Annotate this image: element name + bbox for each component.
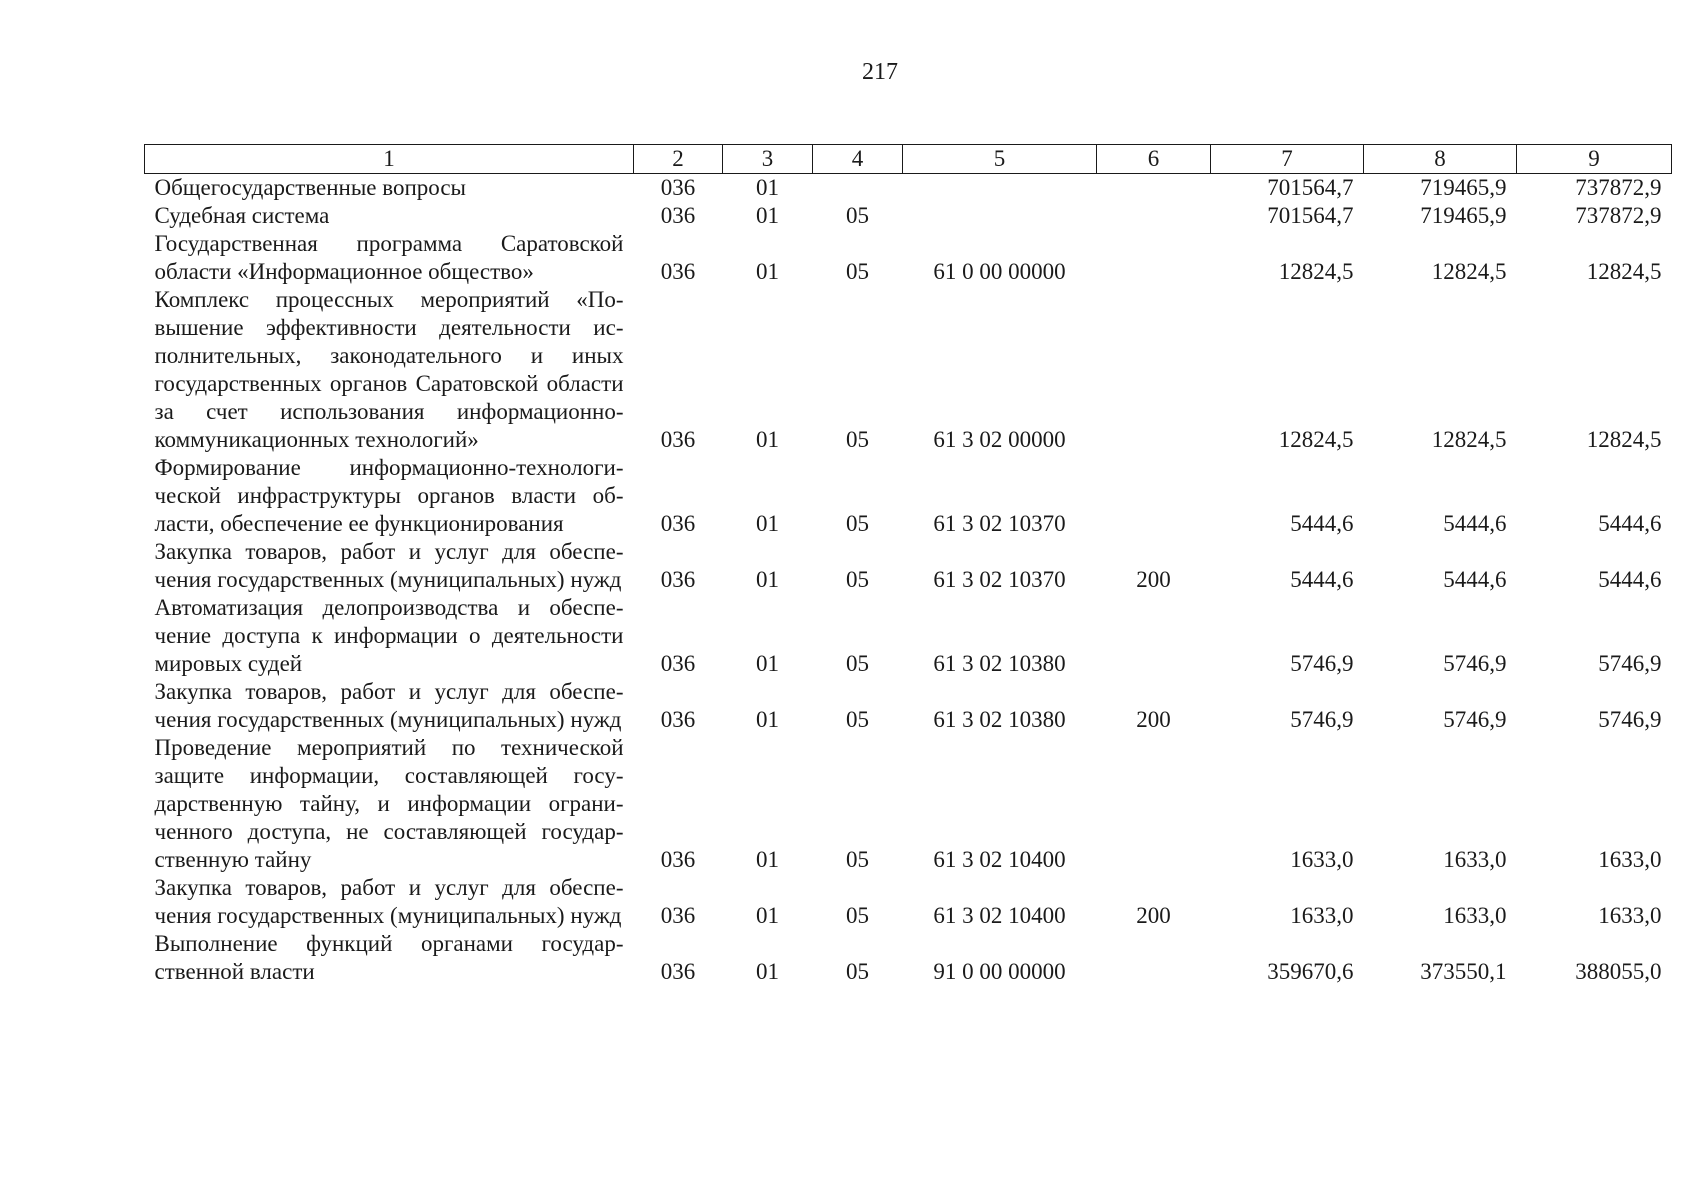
row-name-cell: Закупка товаров, работ и услуг для обеспечения государственных (муниципальных) нужд <box>154 539 624 592</box>
table-row <box>145 538 1672 594</box>
expense-type-cell <box>1097 454 1211 538</box>
admin-code-cell: 036 <box>660 903 696 928</box>
amount-cell-7: 5444,6 <box>1290 511 1354 536</box>
table-row <box>145 202 1672 230</box>
expense-type-cell <box>1097 594 1211 678</box>
table-row <box>145 678 1672 734</box>
table-row <box>145 594 1672 678</box>
expense-type-cell <box>1097 174 1211 203</box>
section-cell: 01 <box>756 707 779 732</box>
column-header: 2 <box>634 145 723 174</box>
section-cell: 01 <box>756 959 779 984</box>
row-name-cell: Формирование информационно-технологической инфраструктуры органов власти области, обеспечение ее функционирования <box>154 455 624 536</box>
amount-cell-9: 12824,5 <box>1586 259 1662 284</box>
amount-cell-7: 701564,7 <box>1267 203 1354 228</box>
amount-cell-8: 5746,9 <box>1443 707 1507 732</box>
expense-type-cell <box>1097 930 1211 986</box>
admin-code-cell: 036 <box>660 847 696 872</box>
column-header: 7 <box>1211 145 1364 174</box>
row-name-cell: Выполнение функций органами государственной власти <box>154 931 624 984</box>
amount-cell-7: 1633,0 <box>1290 903 1354 928</box>
subsection-cell: 05 <box>846 707 869 732</box>
amount-cell-7: 1633,0 <box>1290 847 1354 872</box>
row-name-cell: Общегосударственные вопросы <box>154 175 466 200</box>
amount-cell-8: 12824,5 <box>1431 427 1507 452</box>
amount-cell-7: 5746,9 <box>1290 707 1354 732</box>
admin-code-cell: 036 <box>660 203 696 228</box>
section-cell: 01 <box>756 175 779 200</box>
expense-type-cell: 200 <box>1136 707 1171 732</box>
subsection-cell: 05 <box>846 847 869 872</box>
subsection-cell <box>813 174 903 203</box>
table-row <box>145 174 1672 203</box>
amount-cell-7: 701564,7 <box>1267 175 1354 200</box>
amount-cell-9: 388055,0 <box>1575 959 1662 984</box>
amount-cell-8: 12824,5 <box>1431 259 1507 284</box>
expense-type-cell <box>1097 202 1211 230</box>
amount-cell-8: 1633,0 <box>1443 903 1507 928</box>
target-article-cell: 61 3 02 10380 <box>933 707 1066 732</box>
amount-cell-7: 5444,6 <box>1290 567 1354 592</box>
amount-cell-8: 719465,9 <box>1420 203 1507 228</box>
section-cell: 01 <box>756 567 779 592</box>
subsection-cell: 05 <box>846 567 869 592</box>
row-name-cell: Автоматизация делопроизводства и обеспечение доступа к информации о деятельности мировых судей <box>154 595 624 676</box>
budget-table <box>144 144 1672 986</box>
admin-code-cell: 036 <box>660 567 696 592</box>
subsection-cell: 05 <box>846 959 869 984</box>
section-cell: 01 <box>756 259 779 284</box>
column-header: 9 <box>1517 145 1672 174</box>
expense-type-cell <box>1097 286 1211 454</box>
target-article-cell: 61 3 02 10370 <box>933 511 1066 536</box>
table-row <box>145 230 1672 286</box>
page-number: 217 <box>862 59 898 85</box>
column-header: 6 <box>1097 145 1211 174</box>
amount-cell-9: 1633,0 <box>1598 847 1662 872</box>
amount-cell-9: 5746,9 <box>1598 707 1662 732</box>
amount-cell-8: 373550,1 <box>1420 959 1507 984</box>
admin-code-cell: 036 <box>660 959 696 984</box>
amount-cell-7: 359670,6 <box>1267 959 1354 984</box>
subsection-cell: 05 <box>846 903 869 928</box>
target-article-cell: 61 3 02 10370 <box>933 567 1066 592</box>
column-header: 1 <box>145 145 634 174</box>
target-article-cell: 61 3 02 10380 <box>933 651 1066 676</box>
row-name-cell: Закупка товаров, работ и услуг для обеспечения государственных (муниципальных) нужд <box>154 679 624 732</box>
admin-code-cell: 036 <box>660 175 696 200</box>
target-article-cell: 61 0 00 00000 <box>933 259 1066 284</box>
column-header: 5 <box>903 145 1097 174</box>
amount-cell-9: 737872,9 <box>1575 203 1662 228</box>
amount-cell-8: 5444,6 <box>1443 567 1507 592</box>
section-cell: 01 <box>756 847 779 872</box>
target-article-cell <box>903 174 1097 203</box>
amount-cell-9: 737872,9 <box>1575 175 1662 200</box>
column-header: 8 <box>1364 145 1517 174</box>
subsection-cell: 05 <box>846 511 869 536</box>
amount-cell-8: 5444,6 <box>1443 511 1507 536</box>
subsection-cell: 05 <box>846 651 869 676</box>
amount-cell-8: 719465,9 <box>1420 175 1507 200</box>
header-row <box>145 145 1672 174</box>
admin-code-cell: 036 <box>660 651 696 676</box>
target-article-cell <box>903 202 1097 230</box>
amount-cell-7: 5746,9 <box>1290 651 1354 676</box>
amount-cell-9: 1633,0 <box>1598 903 1662 928</box>
amount-cell-9: 12824,5 <box>1586 427 1662 452</box>
table-row <box>145 930 1672 986</box>
expense-type-cell <box>1097 230 1211 286</box>
amount-cell-9: 5444,6 <box>1598 511 1662 536</box>
target-article-cell: 61 3 02 10400 <box>933 903 1066 928</box>
expense-type-cell: 200 <box>1136 903 1171 928</box>
amount-cell-9: 5444,6 <box>1598 567 1662 592</box>
row-name-cell: Комплекс процессных мероприятий «Повышение эффективности деятельности исполнительных, законодательного и иных государственных органов Саратовской области за счет использования информационно-коммуникационных технологий» <box>154 287 624 452</box>
subsection-cell: 05 <box>846 259 869 284</box>
expense-type-cell: 200 <box>1136 567 1171 592</box>
subsection-cell: 05 <box>846 203 869 228</box>
subsection-cell: 05 <box>846 427 869 452</box>
admin-code-cell: 036 <box>660 427 696 452</box>
target-article-cell: 91 0 00 00000 <box>933 959 1066 984</box>
amount-cell-7: 12824,5 <box>1278 259 1354 284</box>
row-name-cell: Закупка товаров, работ и услуг для обеспечения государственных (муниципальных) нужд <box>154 875 624 928</box>
target-article-cell: 61 3 02 10400 <box>933 847 1066 872</box>
section-cell: 01 <box>756 203 779 228</box>
section-cell: 01 <box>756 903 779 928</box>
admin-code-cell: 036 <box>660 511 696 536</box>
column-header: 4 <box>813 145 903 174</box>
row-name-cell: Государственная программа Саратовской области «Информационное общество» <box>154 231 624 284</box>
admin-code-cell: 036 <box>660 707 696 732</box>
table-body <box>145 174 1672 987</box>
admin-code-cell: 036 <box>660 259 696 284</box>
amount-cell-8: 1633,0 <box>1443 847 1507 872</box>
table-row <box>145 454 1672 538</box>
section-cell: 01 <box>756 651 779 676</box>
amount-cell-9: 5746,9 <box>1598 651 1662 676</box>
section-cell: 01 <box>756 427 779 452</box>
table-row <box>145 286 1672 454</box>
column-header: 3 <box>723 145 813 174</box>
row-name-cell: Проведение мероприятий по технической защите информации, составляющей государственную тайну, и информации ограниченного доступа, не составляющей государственную тайну <box>154 735 624 872</box>
row-name-cell: Судебная система <box>154 203 330 228</box>
amount-cell-8: 5746,9 <box>1443 651 1507 676</box>
expense-type-cell <box>1097 734 1211 874</box>
amount-cell-7: 12824,5 <box>1278 427 1354 452</box>
table-row <box>145 874 1672 930</box>
target-article-cell: 61 3 02 00000 <box>933 427 1066 452</box>
table-row <box>145 734 1672 874</box>
table-header <box>145 145 1672 174</box>
section-cell: 01 <box>756 511 779 536</box>
